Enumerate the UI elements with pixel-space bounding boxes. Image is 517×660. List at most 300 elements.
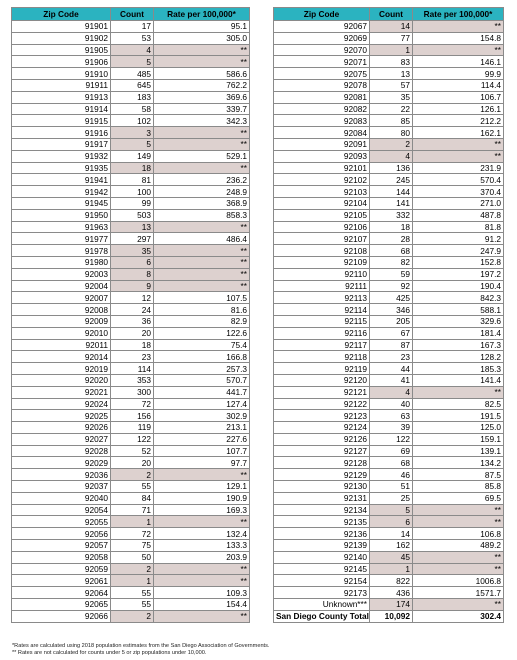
count-header: Count (111, 8, 154, 21)
table-row (12, 32, 250, 44)
rate-cell: 95.1 (154, 21, 250, 33)
zip-code-cell: 92010 (12, 327, 111, 339)
table-row (274, 575, 504, 587)
count-cell: 35 (370, 91, 413, 103)
count-cell: 425 (370, 292, 413, 304)
table-row (274, 315, 504, 327)
table-row (274, 410, 504, 422)
rate-cell: ** (413, 44, 504, 56)
rate-cell: 329.6 (413, 315, 504, 327)
zip-code-cell: 92020 (12, 374, 111, 386)
count-cell: 28 (370, 233, 413, 245)
count-cell: 23 (111, 351, 154, 363)
count-cell: 1 (111, 516, 154, 528)
table-row (274, 587, 504, 599)
rate-cell: 99.9 (413, 68, 504, 80)
zip-code-cell: 91941 (12, 174, 111, 186)
count-cell: 25 (370, 492, 413, 504)
count-cell: 72 (111, 398, 154, 410)
table-row (12, 315, 250, 327)
rate-cell: 190.4 (413, 280, 504, 292)
table-row (12, 209, 250, 221)
zip-code-cell: 92009 (12, 315, 111, 327)
zip-code-cell: 92011 (12, 339, 111, 351)
table-row (274, 492, 504, 504)
table-row (274, 197, 504, 209)
table-row (12, 504, 250, 516)
zip-code-cell: 92029 (12, 457, 111, 469)
zip-code-cell: 91902 (12, 32, 111, 44)
count-cell: 6 (370, 516, 413, 528)
count-cell: 55 (111, 587, 154, 599)
count-cell: 41 (370, 374, 413, 386)
zip-code-cell: 92107 (274, 233, 370, 245)
table-row (274, 79, 504, 91)
table-row (274, 445, 504, 457)
table-row (12, 162, 250, 174)
zip-code-cell: 91932 (12, 150, 111, 162)
table-row (274, 304, 504, 316)
zip-code-cell: 92057 (12, 540, 111, 552)
rate-cell: ** (154, 221, 250, 233)
zip-code-cell: 92064 (12, 587, 111, 599)
table-row (274, 398, 504, 410)
rate-cell: 339.7 (154, 103, 250, 115)
rate-cell: 154.8 (413, 32, 504, 44)
table-row (274, 103, 504, 115)
zip-code-cell: 92134 (274, 504, 370, 516)
zip-code-cell: 92173 (274, 587, 370, 599)
table-row (12, 481, 250, 493)
table-row (12, 127, 250, 139)
table-row (274, 245, 504, 257)
table-row (12, 68, 250, 80)
rate-cell: 212.2 (413, 115, 504, 127)
count-cell: 68 (370, 245, 413, 257)
zip-code-cell: 92104 (274, 197, 370, 209)
rate-cell: 248.9 (154, 186, 250, 198)
table-row (12, 21, 250, 33)
count-cell: 136 (370, 162, 413, 174)
rate-cell: ** (413, 386, 504, 398)
zip-code-cell: 92105 (274, 209, 370, 221)
table-row (274, 528, 504, 540)
table-row (274, 516, 504, 528)
count-cell: 183 (111, 91, 154, 103)
rate-cell: 858.3 (154, 209, 250, 221)
table-row (274, 351, 504, 363)
rate-cell: 132.4 (154, 528, 250, 540)
zip-code-cell: 92019 (12, 363, 111, 375)
zip-code-cell: San Diego County Total (274, 610, 370, 622)
count-cell: 2 (111, 469, 154, 481)
rate-cell: ** (154, 563, 250, 575)
table-row (12, 233, 250, 245)
count-cell: 4 (370, 386, 413, 398)
zip-code-cell: 92108 (274, 245, 370, 257)
count-cell: 332 (370, 209, 413, 221)
table-row (12, 563, 250, 575)
rate-cell: 127.4 (154, 398, 250, 410)
count-cell: 503 (111, 209, 154, 221)
count-cell: 162 (370, 540, 413, 552)
rate-header: Rate per 100,000* (413, 8, 504, 21)
rate-cell: 75.4 (154, 339, 250, 351)
rate-cell: 487.8 (413, 209, 504, 221)
count-cell: 156 (111, 410, 154, 422)
rate-cell: 842.3 (413, 292, 504, 304)
table-row (12, 528, 250, 540)
table-row (274, 256, 504, 268)
zip-code-cell: 91901 (12, 21, 111, 33)
zip-code-cell: Unknown*** (274, 599, 370, 611)
rate-cell: 146.1 (413, 56, 504, 68)
table-header-row (274, 8, 504, 21)
rate-cell: ** (154, 469, 250, 481)
table-row (12, 91, 250, 103)
count-cell: 3 (111, 127, 154, 139)
zip-code-cell: 91978 (12, 245, 111, 257)
table-row (12, 587, 250, 599)
zip-code-cell: 92007 (12, 292, 111, 304)
zip-code-cell: 92008 (12, 304, 111, 316)
rate-cell: ** (413, 563, 504, 575)
rate-cell: 107.7 (154, 445, 250, 457)
count-cell: 35 (111, 245, 154, 257)
zip-code-cell: 91942 (12, 186, 111, 198)
table-row (12, 445, 250, 457)
table-row (12, 398, 250, 410)
zip-code-cell: 92126 (274, 433, 370, 445)
rate-cell: 247.9 (413, 245, 504, 257)
zip-code-cell: 92037 (12, 481, 111, 493)
rate-cell: 203.9 (154, 551, 250, 563)
rate-cell: 81.8 (413, 221, 504, 233)
table-row (12, 79, 250, 91)
rate-cell: 489.2 (413, 540, 504, 552)
rate-cell: 81.6 (154, 304, 250, 316)
count-cell: 14 (370, 21, 413, 33)
zip-code-cell: 92102 (274, 174, 370, 186)
table-row (274, 68, 504, 80)
zip-code-cell: 92004 (12, 280, 111, 292)
zip-code-cell: 92113 (274, 292, 370, 304)
rate-cell: ** (154, 44, 250, 56)
rate-cell: ** (154, 268, 250, 280)
count-cell: 6 (111, 256, 154, 268)
count-cell: 18 (370, 221, 413, 233)
table-row (274, 268, 504, 280)
count-cell: 22 (370, 103, 413, 115)
rate-cell: ** (413, 599, 504, 611)
rate-cell: ** (413, 504, 504, 516)
count-cell: 40 (370, 398, 413, 410)
table-row (274, 551, 504, 563)
zip-code-cell: 92003 (12, 268, 111, 280)
zip-code-cell: 92083 (274, 115, 370, 127)
count-cell: 119 (111, 422, 154, 434)
rate-cell: 167.3 (413, 339, 504, 351)
table-row (274, 162, 504, 174)
zip-code-cell: 91906 (12, 56, 111, 68)
zip-code-cell: 92025 (12, 410, 111, 422)
table-row (274, 32, 504, 44)
zip-code-cell: 92145 (274, 563, 370, 575)
zip-code-cell: 92121 (274, 386, 370, 398)
table-row (12, 374, 250, 386)
rate-cell: 570.7 (154, 374, 250, 386)
rate-cell: ** (154, 280, 250, 292)
rate-cell: 181.4 (413, 327, 504, 339)
rate-header: Rate per 100,000* (154, 8, 250, 21)
zip-code-cell: 92120 (274, 374, 370, 386)
zip-code-cell: 91910 (12, 68, 111, 80)
count-cell: 14 (370, 528, 413, 540)
rate-cell: ** (413, 150, 504, 162)
zip-code-cell: 92124 (274, 422, 370, 434)
zip-code-cell: 91911 (12, 79, 111, 91)
rate-cell: 154.4 (154, 599, 250, 611)
count-cell: 36 (111, 315, 154, 327)
rate-cell: 128.2 (413, 351, 504, 363)
count-cell: 2 (370, 138, 413, 150)
count-cell: 81 (111, 174, 154, 186)
count-cell: 13 (111, 221, 154, 233)
zip-code-cell: 92059 (12, 563, 111, 575)
rate-cell: ** (154, 610, 250, 622)
count-cell: 5 (370, 504, 413, 516)
zip-code-cell: 92123 (274, 410, 370, 422)
table-row (12, 115, 250, 127)
zip-code-cell: 92140 (274, 551, 370, 563)
count-cell: 2 (111, 610, 154, 622)
table-row (12, 422, 250, 434)
zip-code-cell: 92093 (274, 150, 370, 162)
zip-code-cell: 92131 (274, 492, 370, 504)
rate-cell: 87.5 (413, 469, 504, 481)
count-cell: 122 (111, 433, 154, 445)
count-header: Count (370, 8, 413, 21)
rate-cell: 169.3 (154, 504, 250, 516)
zip-code-cell: 92136 (274, 528, 370, 540)
zip-code-cell: 92082 (274, 103, 370, 115)
rate-cell: 368.9 (154, 197, 250, 209)
rate-cell: 227.6 (154, 433, 250, 445)
table-row (274, 374, 504, 386)
rate-cell: 302.9 (154, 410, 250, 422)
zip-code-cell: 92139 (274, 540, 370, 552)
rate-cell: ** (413, 138, 504, 150)
count-cell: 174 (370, 599, 413, 611)
rate-cell: 529.1 (154, 150, 250, 162)
zip-code-cell: 92127 (274, 445, 370, 457)
count-cell: 141 (370, 197, 413, 209)
count-cell: 68 (370, 457, 413, 469)
count-cell: 1 (111, 575, 154, 587)
rate-cell: 125.0 (413, 422, 504, 434)
table-row (12, 410, 250, 422)
table-row (274, 233, 504, 245)
table-row (12, 516, 250, 528)
count-cell: 13 (370, 68, 413, 80)
table-row (12, 339, 250, 351)
footnote-rate-source: *Rates are calculated using 2018 population estimates from the San Diego Association of Governments. (12, 643, 270, 649)
rate-cell: 85.8 (413, 481, 504, 493)
count-cell: 39 (370, 422, 413, 434)
zip-code-cell: 92024 (12, 398, 111, 410)
count-cell: 58 (111, 103, 154, 115)
zip-code-cell: 91977 (12, 233, 111, 245)
table-row (274, 481, 504, 493)
count-cell: 84 (111, 492, 154, 504)
table-row (274, 91, 504, 103)
zip-code-cell: 92081 (274, 91, 370, 103)
rate-cell: 82.5 (413, 398, 504, 410)
zip-code-cell: 92129 (274, 469, 370, 481)
zip-code-cell: 92101 (274, 162, 370, 174)
table-row (12, 197, 250, 209)
rate-cell: 370.4 (413, 186, 504, 198)
table-row (274, 469, 504, 481)
table-row (274, 292, 504, 304)
zip-code-cell: 92040 (12, 492, 111, 504)
count-cell: 69 (370, 445, 413, 457)
count-cell: 17 (111, 21, 154, 33)
zip-code-cell: 92075 (274, 68, 370, 80)
count-cell: 44 (370, 363, 413, 375)
zip-code-cell: 92061 (12, 575, 111, 587)
zip-code-cell: 92110 (274, 268, 370, 280)
rate-cell: 122.6 (154, 327, 250, 339)
count-cell: 52 (111, 445, 154, 457)
count-cell: 87 (370, 339, 413, 351)
table-header-row (12, 8, 250, 21)
rate-cell: 342.3 (154, 115, 250, 127)
county-total-row (274, 610, 504, 622)
table-row (274, 363, 504, 375)
table-row (274, 56, 504, 68)
zip-code-cell: 92069 (274, 32, 370, 44)
count-cell: 51 (370, 481, 413, 493)
count-cell: 20 (111, 327, 154, 339)
zip-code-cell: 92116 (274, 327, 370, 339)
count-cell: 55 (111, 481, 154, 493)
table-row (12, 186, 250, 198)
zip-code-cell: 92055 (12, 516, 111, 528)
rate-cell: 107.5 (154, 292, 250, 304)
table-row (12, 599, 250, 611)
table-row (274, 209, 504, 221)
rate-cell: 197.2 (413, 268, 504, 280)
rate-cell: ** (154, 245, 250, 257)
count-cell: 45 (370, 551, 413, 563)
rate-cell: 1006.8 (413, 575, 504, 587)
rate-cell: ** (154, 162, 250, 174)
rate-cell: 129.1 (154, 481, 250, 493)
rate-cell: ** (154, 575, 250, 587)
count-cell: 10,092 (370, 610, 413, 622)
table-row (274, 457, 504, 469)
rate-cell: ** (154, 56, 250, 68)
rate-cell: 152.8 (413, 256, 504, 268)
table-row (274, 386, 504, 398)
count-cell: 1 (370, 44, 413, 56)
zip-code-cell: 92065 (12, 599, 111, 611)
zip-code-cell: 92122 (274, 398, 370, 410)
zip-code-cell: 92026 (12, 422, 111, 434)
count-cell: 50 (111, 551, 154, 563)
zip-code-cell: 92014 (12, 351, 111, 363)
count-cell: 46 (370, 469, 413, 481)
count-cell: 144 (370, 186, 413, 198)
zip-code-cell: 92117 (274, 339, 370, 351)
rate-cell: 213.1 (154, 422, 250, 434)
zip-code-cell: 92118 (274, 351, 370, 363)
rate-cell: 1571.7 (413, 587, 504, 599)
zip-code-cell: 92114 (274, 304, 370, 316)
zip-code-cell: 92119 (274, 363, 370, 375)
count-cell: 645 (111, 79, 154, 91)
rate-cell: ** (154, 516, 250, 528)
zip-code-cell: 92056 (12, 528, 111, 540)
rate-cell: 191.5 (413, 410, 504, 422)
table-row (12, 174, 250, 186)
count-cell: 23 (370, 351, 413, 363)
zip-code-cell: 92070 (274, 44, 370, 56)
count-cell: 71 (111, 504, 154, 516)
count-cell: 18 (111, 162, 154, 174)
count-cell: 5 (111, 56, 154, 68)
count-cell: 5 (111, 138, 154, 150)
rate-cell: 441.7 (154, 386, 250, 398)
table-row (274, 21, 504, 33)
rate-cell: 139.1 (413, 445, 504, 457)
zip-code-cell: 92109 (274, 256, 370, 268)
table-row (12, 351, 250, 363)
rate-cell: 133.3 (154, 540, 250, 552)
count-cell: 353 (111, 374, 154, 386)
table-row (274, 221, 504, 233)
count-cell: 205 (370, 315, 413, 327)
count-cell: 822 (370, 575, 413, 587)
zip-code-cell: 92103 (274, 186, 370, 198)
table-row (12, 540, 250, 552)
zip-code-cell: 91980 (12, 256, 111, 268)
rate-cell: 486.4 (154, 233, 250, 245)
rate-cell: ** (413, 21, 504, 33)
count-cell: 20 (111, 457, 154, 469)
count-cell: 99 (111, 197, 154, 209)
table-row (12, 433, 250, 445)
table-row (12, 103, 250, 115)
count-cell: 100 (111, 186, 154, 198)
rate-cell: 305.0 (154, 32, 250, 44)
table-row (12, 304, 250, 316)
zip-code-cell: 92066 (12, 610, 111, 622)
table-row (274, 115, 504, 127)
table-row (274, 599, 504, 611)
count-cell: 82 (370, 256, 413, 268)
table-row (12, 150, 250, 162)
zip-code-cell: 91963 (12, 221, 111, 233)
zip-code-cell: 92115 (274, 315, 370, 327)
rate-cell: 190.9 (154, 492, 250, 504)
zip-code-cell: 92036 (12, 469, 111, 481)
table-row (274, 422, 504, 434)
table-row (12, 457, 250, 469)
count-cell: 53 (111, 32, 154, 44)
count-cell: 1 (370, 563, 413, 575)
